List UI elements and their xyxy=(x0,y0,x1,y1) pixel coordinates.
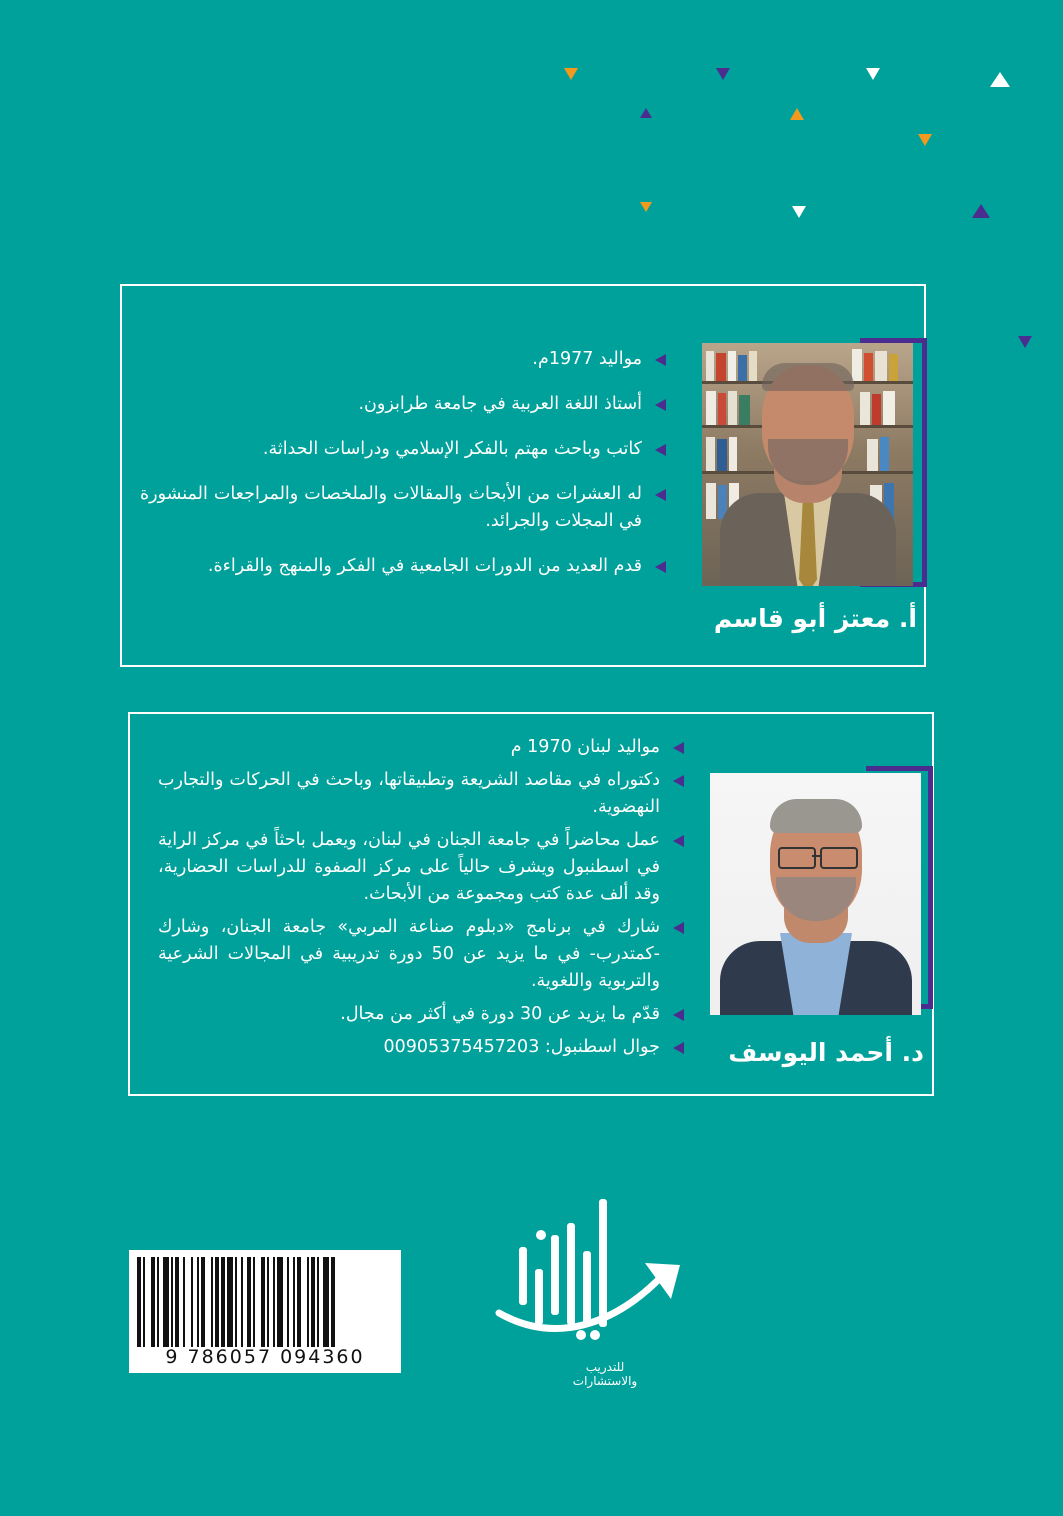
bio-item: أستاذ اللغة العربية في جامعة طرابزون. xyxy=(140,391,670,418)
bullet-triangle-icon xyxy=(655,444,666,456)
barcode-bar xyxy=(175,1257,179,1347)
bio-item: كاتب وباحث مهتم بالفكر الإسلامي ودراسات الحداثة. xyxy=(140,436,670,463)
barcode-bar xyxy=(235,1257,237,1347)
barcode-bar xyxy=(297,1257,301,1347)
bio-item: عمل محاضراً في جامعة الجنان في لبنان، ويعمل باحثاً في مركز الراية في اسطنبول ويشرف حالياً على مركز الصفوة للدراسات الحضارية، وقد ألف عدة كتب ومجموعة من الأبحاث. xyxy=(158,827,688,908)
barcode-bar xyxy=(261,1257,265,1347)
publisher-logo-icon xyxy=(495,1195,685,1380)
decor-triangle xyxy=(866,68,880,80)
barcode-bar xyxy=(157,1257,159,1347)
bio-item: دكتوراه في مقاصد الشريعة وتطبيقاتها، وباحث في الحركات والتجارب النهضوية. xyxy=(158,767,688,821)
barcode-bar xyxy=(247,1257,251,1347)
barcode-bar xyxy=(273,1257,275,1347)
bullet-triangle-icon xyxy=(655,489,666,501)
barcode-bar xyxy=(307,1257,309,1347)
barcode-bar xyxy=(215,1257,219,1347)
barcode-bar xyxy=(277,1257,283,1347)
bullet-triangle-icon xyxy=(673,835,684,847)
barcode-bar xyxy=(287,1257,289,1347)
author-bio-list-2 xyxy=(158,734,688,1067)
bullet-triangle-icon xyxy=(673,922,684,934)
bullet-triangle-icon xyxy=(673,742,684,754)
bio-item: مواليد 1977م. xyxy=(140,346,670,373)
barcode-bar xyxy=(201,1257,205,1347)
barcode-bar xyxy=(183,1257,185,1347)
barcode-bar xyxy=(267,1257,269,1347)
barcode-bar xyxy=(191,1257,193,1347)
bio-item: قدّم ما يزيد عن 30 دورة في أكثر من مجال. xyxy=(158,1001,688,1028)
barcode-bar xyxy=(311,1257,315,1347)
publisher-tagline: للتدريب والاستشارات xyxy=(572,1360,638,1388)
barcode-bar xyxy=(253,1257,255,1347)
barcode-bar xyxy=(241,1257,243,1347)
decor-triangle xyxy=(792,206,806,218)
barcode-bar xyxy=(197,1257,199,1347)
decor-triangle xyxy=(1018,336,1032,348)
decor-triangle xyxy=(790,108,804,120)
barcode-bars xyxy=(137,1257,392,1347)
barcode-bar xyxy=(143,1257,145,1347)
bio-item: جوال اسطنبول: 00905375457203 xyxy=(158,1034,688,1061)
decor-triangle xyxy=(716,68,730,80)
bullet-triangle-icon xyxy=(655,354,666,366)
barcode-bar xyxy=(323,1257,329,1347)
decor-triangle xyxy=(918,134,932,146)
decor-triangle xyxy=(972,204,990,218)
bio-item: له العشرات من الأبحاث والمقالات والملخصات والمراجعات المنشورة في المجلات والجرائد. xyxy=(140,481,670,535)
bio-item: شارك في برنامج «دبلوم صناعة المربي» جامعة الجنان، وشارك -كمتدرب- في ما يزيد عن 50 دورة تدريبية في المجالات الشرعية والتربوية واللغوية. xyxy=(158,914,688,995)
barcode-bar xyxy=(221,1257,225,1347)
author-name-2: د. أحمد اليوسف xyxy=(728,1038,924,1067)
author-name-1: أ. معتز أبو قاسم xyxy=(713,604,917,633)
decor-triangle xyxy=(640,108,652,118)
bullet-triangle-icon xyxy=(673,1042,684,1054)
barcode-bar xyxy=(317,1257,319,1347)
decor-triangle xyxy=(990,72,1010,87)
barcode-bar xyxy=(163,1257,169,1347)
bio-item: قدم العديد من الدورات الجامعية في الفكر والمنهج والقراءة. xyxy=(140,553,670,580)
bullet-triangle-icon xyxy=(673,1009,684,1021)
isbn-barcode xyxy=(129,1250,401,1373)
barcode-bar xyxy=(293,1257,295,1347)
bullet-triangle-icon xyxy=(673,775,684,787)
decor-triangle xyxy=(564,68,578,80)
author-bio-list-1 xyxy=(140,346,670,598)
barcode-bar xyxy=(137,1257,141,1347)
author-photo-1 xyxy=(702,343,913,586)
author-photo-2 xyxy=(710,773,921,1015)
isbn-number: 9 786057 094360 xyxy=(165,1346,365,1368)
barcode-bar xyxy=(151,1257,155,1347)
barcode-bar xyxy=(171,1257,173,1347)
barcode-bar xyxy=(227,1257,233,1347)
barcode-bar xyxy=(211,1257,213,1347)
decor-triangle xyxy=(640,202,652,212)
author-card-1 xyxy=(120,284,926,667)
bio-item: مواليد لبنان 1970 م xyxy=(158,734,688,761)
bullet-triangle-icon xyxy=(655,399,666,411)
author-card-2 xyxy=(128,712,934,1096)
bullet-triangle-icon xyxy=(655,561,666,573)
barcode-bar xyxy=(331,1257,335,1347)
